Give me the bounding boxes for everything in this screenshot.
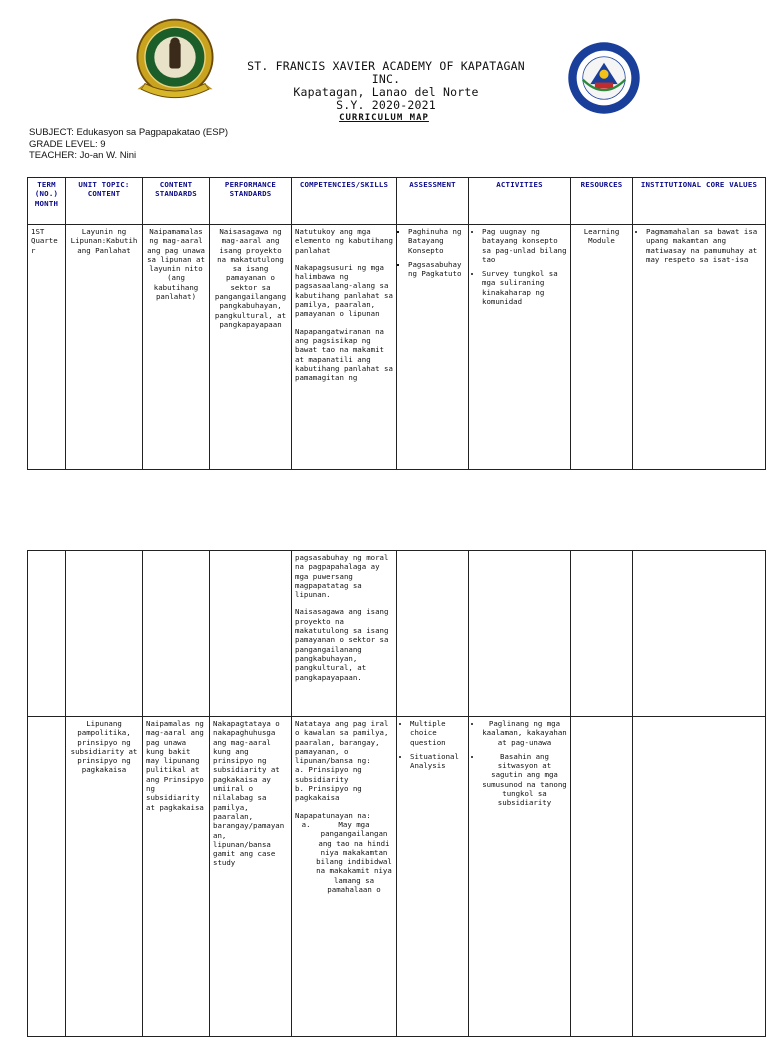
cell-unit: Layunin ng Lipunan:Kabutihang Panlahat <box>66 225 143 470</box>
cell-resources <box>571 551 633 717</box>
table-row <box>28 717 766 1037</box>
school-info <box>232 60 540 112</box>
competency-subitem: b. Prinsipyo ng pagkakaisa <box>295 784 362 803</box>
table-row <box>28 551 766 717</box>
col-header-activities: ACTIVITIES <box>469 178 571 225</box>
competency-item: Napapangatwiranan na ang pagsisikap ng bawat tao na makamit at mapanatili ang kabutihang panlahat sa pamamagitan ng <box>295 326 393 383</box>
col-header-core-values: INSTITUTIONAL CORE VALUES <box>633 178 766 225</box>
cell-content-standards <box>143 551 210 717</box>
cell-term <box>28 717 66 1037</box>
competency-item: Naisasagawa ang isang proyekto na makatutulong sa isang pamayanan o sektor sa pangangailanang pangkabuhayan, pangkultural, at pangkapayapaan. <box>295 607 389 682</box>
col-header-performance-standards: PERFORMANCE STANDARDS <box>210 178 292 225</box>
col-header-resources: RESOURCES <box>571 178 633 225</box>
table-header-row <box>28 178 766 225</box>
activity-item: • Survey tungkol sa mga suliraning kinakaharap ng komunidad <box>482 269 567 306</box>
competency-subitem: a. Prinsipyo ng subsidiarity <box>295 765 362 784</box>
assessment-item: ▪ Paghinuha ng Batayang Konsepto <box>408 227 465 255</box>
col-header-unit: UNIT TOPIC: CONTENT <box>66 178 143 225</box>
cell-assessment <box>397 225 469 470</box>
col-header-term: TERM (NO.) MONTH <box>28 178 66 225</box>
cell-resources: Learning Module <box>571 225 633 470</box>
competency-item: Natataya ang pag iral o kawalan sa pamilya, paaralan, barangay, pamayanan, o lipunan/bansa ng: <box>295 719 389 766</box>
cell-performance-standards: Nakapagtataya o nakapaghuhusga ang mag-aaral kung ang prinsipyo ng subsidiarity at pagkakaisa ay umiiral o nilalabag sa pamilya, paaralan, barangay/pamayanan, lipunan/bansa gamit ang case study <box>210 717 292 1037</box>
assessment-item: ▪ Pagsasabuhay ng Pagkatuto <box>408 260 465 279</box>
document-meta <box>29 127 228 162</box>
core-value-item: • Pagmamahalan sa bawat isa upang makamtan ang matiwasay na pamumuhay at may respeto sa isat-isa <box>646 227 762 264</box>
cell-core-values <box>633 717 766 1037</box>
cell-term: 1ST Quarter <box>28 225 66 470</box>
cell-content-standards: Naipamalas ng mag-aaral ang pag unawa kung bakit may lipunang pulitikal at ang Prinsipyo ng subsidiarity at pagkakaisa <box>143 717 210 1037</box>
cell-competencies <box>292 225 397 470</box>
school-location: Kapatagan, Lanao del Norte <box>293 85 479 99</box>
cell-competencies <box>292 717 397 1037</box>
cell-activities <box>469 225 571 470</box>
school-year: S.Y. 2020-2021 <box>336 98 436 112</box>
document-header <box>0 0 768 161</box>
cell-activities <box>469 551 571 717</box>
competency-item: Napapatunayan na: <box>295 810 371 820</box>
subject-line: SUBJECT: Edukasyon sa Pagpapakatao (ESP) <box>29 127 229 138</box>
competency-item: pagsasabuhay ng moral na pagpapahalaga ay mga puwersang magpapatatag sa lipunan. <box>295 553 389 600</box>
school-seal-logo <box>128 14 222 108</box>
activity-item: • Paglinang ng mga kaalaman, kakayahan at pag-unawa <box>482 719 567 747</box>
cell-resources <box>571 717 633 1037</box>
curriculum-table-page-1 <box>27 177 766 470</box>
activity-item: • Pag uugnay ng batayang konsepto sa pag-unlad bilang tao <box>482 227 567 264</box>
cell-competencies <box>292 551 397 717</box>
competency-subitem: a. May mga pangangailangan ang tao na hindi niya makakamtan bilang indibidwal na makakamit niya lamang sa pamahalaan o <box>315 820 393 894</box>
cell-core-values <box>633 551 766 717</box>
cell-activities <box>469 717 571 1037</box>
cell-term <box>28 551 66 717</box>
cell-performance-standards: Naisasagawa ng mag-aaral ang isang proyekto na makatutulong sa isang pamayanan o sektor sa pangangailangang pangkabuhayan, pangkultural, at pangkapayapaan <box>210 225 292 470</box>
competency-item: Nakapagsusuri ng mga halimbawa ng pagsasaalang-alang sa kabutihang panlahat sa pamilya, paaralan, pamayanan o lipunan <box>295 262 393 319</box>
cell-performance-standards <box>210 551 292 717</box>
cell-content-standards: Naipamamalas ng mag-aaral ang pag unawa sa lipunan at layunin nito (ang kabutihang panlahat) <box>143 225 210 470</box>
cell-assessment <box>397 551 469 717</box>
grade-line: GRADE LEVEL: 9 <box>29 138 106 150</box>
document-title: CURRICULUM MAP <box>339 113 429 123</box>
cell-unit <box>66 551 143 717</box>
col-header-competencies: COMPETENCIES/SKILLS <box>292 178 397 225</box>
competency-item: Natutukoy ang mga elemento ng kabutihang panlahat <box>295 227 393 255</box>
deped-seal-logo <box>566 40 642 116</box>
activity-item: • Basahin ang sitwasyon at sagutin ang mga sumusunod na tanong tungkol sa subsidiarity <box>482 752 567 808</box>
col-header-content-standards: CONTENT STANDARDS <box>143 178 210 225</box>
cell-unit: Lipunang pampolitika, prinsipyo ng subsidiarity at prinsipyo ng pagkakaisa <box>66 717 143 1037</box>
cell-assessment <box>397 717 469 1037</box>
assessment-item: • Multiple choice question <box>410 719 465 747</box>
cell-core-values <box>633 225 766 470</box>
school-name: ST. FRANCIS XAVIER ACADEMY OF KAPATAGAN INC. <box>247 59 525 86</box>
col-header-assessment: ASSESSMENT <box>397 178 469 225</box>
table-row <box>28 225 766 470</box>
teacher-line: TEACHER: Jo-an W. Nini <box>29 150 137 161</box>
curriculum-table-page-2 <box>27 550 766 1037</box>
assessment-item: • Situational Analysis <box>410 752 465 771</box>
